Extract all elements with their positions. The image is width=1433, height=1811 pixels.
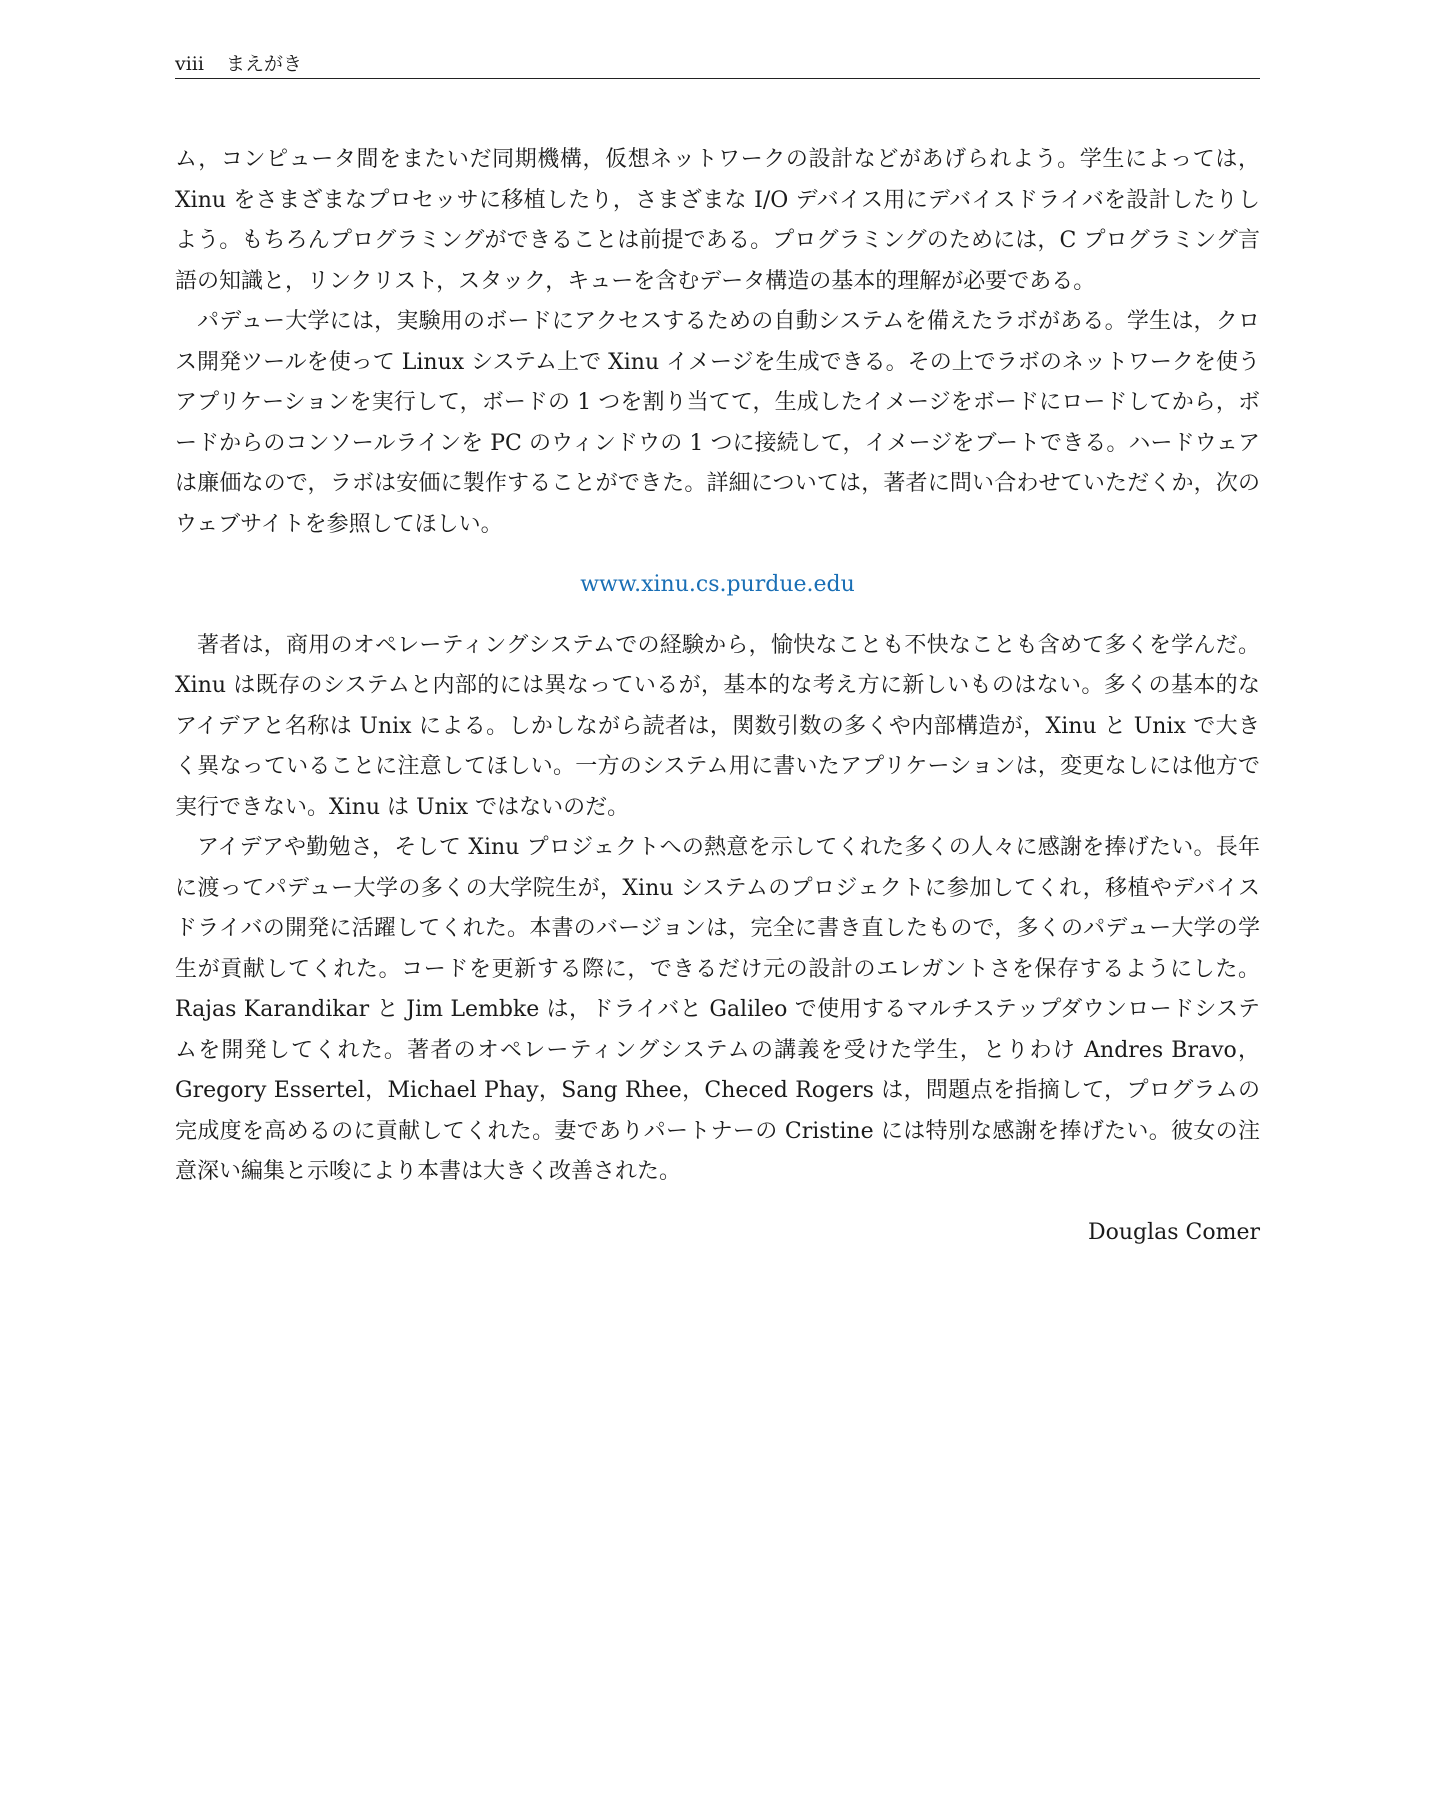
page-number: viii (175, 53, 204, 75)
author-signature: Douglas Comer (1087, 1219, 1260, 1245)
paragraph-continued: ム，コンピュータ間をまたいだ同期機構，仮想ネットワークの設計などがあげられよう。学生によっては，Xinu をさまざまなプロセッサに移植したり，さまざまな I/O デバイス用にデバイスドライバを設計したりしよう。もちろんプログラミングができることは前提である。プログラミングのためには，C プログラミング言語の知識と，リンクリスト，スタック，キューを含むデータ構造の基本的理解が必要である。 (175, 147, 1260, 294)
url-block (175, 565, 1260, 606)
paragraph-lab: パデュー大学には，実験用のボードにアクセスするための自動システムを備えたラボがある。学生は，クロス開発ツールを使って Linux システム上で Xinu イメージを生成できる。その上でラボのネットワークを使うアプリケーションを実行して，ボードの 1 つを割り当てて，生成したイメージをボードにロードしてから，ボードからのコンソールラインを PC のウィンドウの 1 つに接続して，イメージをブートできる。ハードウェアは廉価なので，ラボは安価に製作することができた。詳細については，著者に問い合わせていただくか，次のウェブサイトを参照してほしい。 (175, 309, 1260, 537)
body-text (175, 140, 1260, 1253)
running-header (175, 50, 1260, 79)
chapter-title: まえがき (225, 53, 302, 75)
website-link[interactable]: www.xinu.cs.purdue.edu (580, 572, 855, 597)
paragraph-acknowledgements: アイデアや勤勉さ，そして Xinu プロジェクトへの熱意を示してくれた多くの人々に感謝を捧げたい。長年に渡ってパデュー大学の多くの大学院生が，Xinu システムのプロジェクトに参加してくれ，移植やデバイスドライバの開発に活躍してくれた。本書のバージョンは，完全に書き直したもので，多くのパデュー大学の学生が貢献してくれた。コードを更新する際に，できるだけ元の設計のエレガントさを保存するようにした。Rajas Karandikar と Jim Lembke は，ドライバと Galileo で使用するマルチステップダウンロードシステムを開発してくれた。著者のオペレーティングシステムの講義を受けた学生，とりわけ Andres Bravo，Gregory Essertel，Michael Phay，Sang Rhee，Checed Rogers は，問題点を指摘して，プログラムの完成度を高めるのに貢献してくれた。妻でありパートナーの Cristine には特別な感謝を捧げたい。彼女の注意深い編集と示唆により本書は大きく改善された。 (175, 835, 1260, 1184)
paragraph-experience: 著者は，商用のオペレーティングシステムでの経験から，愉快なことも不快なことも含めて多くを学んだ。Xinu は既存のシステムと内部的には異なっているが，基本的な考え方に新しいものはない。多くの基本的なアイデアと名称は Unix による。しかしながら読者は，関数引数の多くや内部構造が，Xinu と Unix で大きく異なっていることに注意してほしい。一方のシステム用に書いたアプリケーションは，変更なしには他方で実行できない。Xinu は Unix ではないのだ。 (175, 632, 1260, 820)
